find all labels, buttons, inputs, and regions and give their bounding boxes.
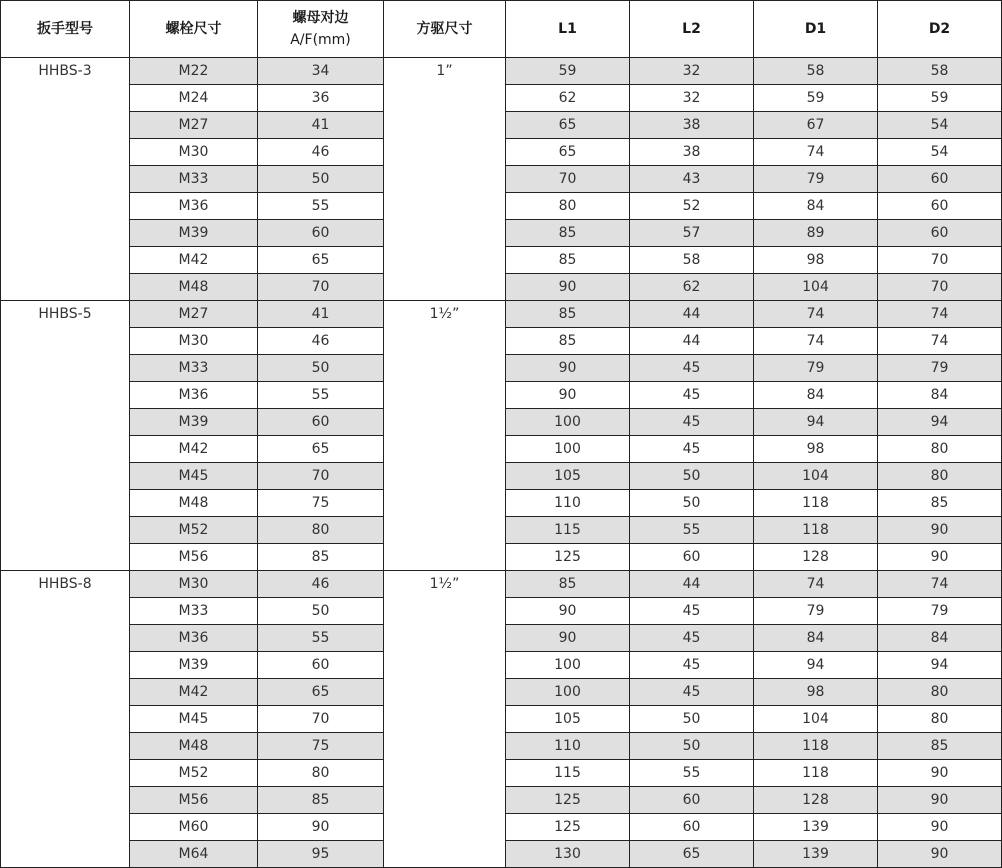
d1-cell: 139 — [754, 841, 878, 868]
nut-af-cell: 55 — [258, 625, 384, 652]
nut-af-cell: 55 — [258, 193, 384, 220]
header-bolt-size: 螺栓尺寸 — [130, 1, 258, 58]
d2-cell: 60 — [878, 166, 1002, 193]
d2-cell: 60 — [878, 220, 1002, 247]
d2-cell: 80 — [878, 706, 1002, 733]
nut-af-cell: 85 — [258, 544, 384, 571]
d2-cell: 90 — [878, 760, 1002, 787]
bolt-size-cell: M30 — [130, 571, 258, 598]
bolt-size-cell: M45 — [130, 463, 258, 490]
l2-cell: 44 — [630, 571, 754, 598]
d2-cell: 74 — [878, 301, 1002, 328]
d1-cell: 98 — [754, 247, 878, 274]
l1-cell: 62 — [506, 85, 630, 112]
nut-af-cell: 46 — [258, 328, 384, 355]
d2-cell: 74 — [878, 328, 1002, 355]
d1-cell: 118 — [754, 733, 878, 760]
l1-cell: 65 — [506, 112, 630, 139]
d1-cell: 104 — [754, 463, 878, 490]
d1-cell: 79 — [754, 355, 878, 382]
d1-cell: 84 — [754, 625, 878, 652]
l1-cell: 80 — [506, 193, 630, 220]
d1-cell: 104 — [754, 706, 878, 733]
l1-cell: 110 — [506, 490, 630, 517]
l2-cell: 60 — [630, 787, 754, 814]
bolt-size-cell: M56 — [130, 787, 258, 814]
header-square-drive: 方驱尺寸 — [384, 1, 506, 58]
bolt-size-cell: M39 — [130, 409, 258, 436]
l1-cell: 125 — [506, 787, 630, 814]
table-row — [1, 571, 1002, 598]
nut-af-cell: 50 — [258, 355, 384, 382]
d1-cell: 74 — [754, 301, 878, 328]
l1-cell: 85 — [506, 247, 630, 274]
l1-cell: 115 — [506, 517, 630, 544]
l2-cell: 38 — [630, 112, 754, 139]
l1-cell: 100 — [506, 409, 630, 436]
nut-af-cell: 41 — [258, 301, 384, 328]
nut-af-cell: 46 — [258, 571, 384, 598]
d1-cell: 79 — [754, 166, 878, 193]
d1-cell: 98 — [754, 436, 878, 463]
l2-cell: 45 — [630, 652, 754, 679]
model-cell: HHBS-8 — [1, 571, 130, 868]
nut-af-cell: 90 — [258, 814, 384, 841]
d1-cell: 128 — [754, 787, 878, 814]
nut-af-cell: 60 — [258, 652, 384, 679]
nut-af-cell: 50 — [258, 166, 384, 193]
bolt-size-cell: M33 — [130, 166, 258, 193]
nut-af-cell: 46 — [258, 139, 384, 166]
bolt-size-cell: M36 — [130, 193, 258, 220]
d2-cell: 90 — [878, 814, 1002, 841]
d1-cell: 118 — [754, 490, 878, 517]
bolt-size-cell: M52 — [130, 517, 258, 544]
nut-af-cell: 75 — [258, 733, 384, 760]
l2-cell: 65 — [630, 841, 754, 868]
bolt-size-cell: M42 — [130, 436, 258, 463]
nut-af-cell: 85 — [258, 787, 384, 814]
l2-cell: 44 — [630, 301, 754, 328]
d1-cell: 128 — [754, 544, 878, 571]
d1-cell: 84 — [754, 382, 878, 409]
l2-cell: 32 — [630, 85, 754, 112]
bolt-size-cell: M27 — [130, 112, 258, 139]
l1-cell: 65 — [506, 139, 630, 166]
bolt-size-cell: M33 — [130, 598, 258, 625]
l1-cell: 85 — [506, 220, 630, 247]
d1-cell: 58 — [754, 58, 878, 85]
l1-cell: 85 — [506, 301, 630, 328]
l1-cell: 110 — [506, 733, 630, 760]
l1-cell: 105 — [506, 463, 630, 490]
header-row — [1, 1, 1002, 58]
l1-cell: 90 — [506, 382, 630, 409]
d1-cell: 104 — [754, 274, 878, 301]
bolt-size-cell: M22 — [130, 58, 258, 85]
l2-cell: 45 — [630, 355, 754, 382]
bolt-size-cell: M56 — [130, 544, 258, 571]
d2-cell: 80 — [878, 463, 1002, 490]
l2-cell: 62 — [630, 274, 754, 301]
bolt-size-cell: M27 — [130, 301, 258, 328]
d1-cell: 118 — [754, 517, 878, 544]
d2-cell: 85 — [878, 733, 1002, 760]
d2-cell: 94 — [878, 409, 1002, 436]
d2-cell: 70 — [878, 274, 1002, 301]
bolt-size-cell: M33 — [130, 355, 258, 382]
d1-cell: 94 — [754, 409, 878, 436]
bolt-size-cell: M60 — [130, 814, 258, 841]
l1-cell: 100 — [506, 436, 630, 463]
l2-cell: 45 — [630, 679, 754, 706]
d2-cell: 84 — [878, 382, 1002, 409]
l2-cell: 45 — [630, 625, 754, 652]
d1-cell: 74 — [754, 571, 878, 598]
d1-cell: 89 — [754, 220, 878, 247]
d2-cell: 90 — [878, 787, 1002, 814]
nut-af-cell: 41 — [258, 112, 384, 139]
bolt-size-cell: M48 — [130, 733, 258, 760]
l2-cell: 50 — [630, 490, 754, 517]
square-drive-cell: 1½” — [384, 571, 506, 868]
d2-cell: 79 — [878, 355, 1002, 382]
nut-af-cell: 50 — [258, 598, 384, 625]
bolt-size-cell: M52 — [130, 760, 258, 787]
square-drive-cell: 1½” — [384, 301, 506, 571]
d2-cell: 60 — [878, 193, 1002, 220]
l2-cell: 43 — [630, 166, 754, 193]
bolt-size-cell: M45 — [130, 706, 258, 733]
l1-cell: 105 — [506, 706, 630, 733]
d2-cell: 80 — [878, 679, 1002, 706]
nut-af-cell: 65 — [258, 679, 384, 706]
header-d2: D2 — [878, 1, 1002, 58]
d2-cell: 90 — [878, 841, 1002, 868]
d1-cell: 94 — [754, 652, 878, 679]
table-row — [1, 301, 1002, 328]
table-header — [1, 1, 1002, 58]
bolt-size-cell: M48 — [130, 490, 258, 517]
d1-cell: 84 — [754, 193, 878, 220]
d1-cell: 67 — [754, 112, 878, 139]
l2-cell: 58 — [630, 247, 754, 274]
bolt-size-cell: M42 — [130, 679, 258, 706]
nut-af-cell: 70 — [258, 274, 384, 301]
l2-cell: 55 — [630, 517, 754, 544]
model-cell: HHBS-3 — [1, 58, 130, 301]
l1-cell: 130 — [506, 841, 630, 868]
bolt-size-cell: M39 — [130, 220, 258, 247]
l2-cell: 45 — [630, 409, 754, 436]
d1-cell: 98 — [754, 679, 878, 706]
d2-cell: 79 — [878, 598, 1002, 625]
l1-cell: 70 — [506, 166, 630, 193]
d1-cell: 74 — [754, 139, 878, 166]
nut-af-cell: 60 — [258, 220, 384, 247]
d2-cell: 84 — [878, 625, 1002, 652]
bolt-size-cell: M48 — [130, 274, 258, 301]
d2-cell: 59 — [878, 85, 1002, 112]
header-nut-af-line1: 螺母对边 — [292, 10, 349, 26]
d1-cell: 118 — [754, 760, 878, 787]
l2-cell: 32 — [630, 58, 754, 85]
nut-af-cell: 65 — [258, 247, 384, 274]
bolt-size-cell: M30 — [130, 328, 258, 355]
d2-cell: 90 — [878, 544, 1002, 571]
l1-cell: 59 — [506, 58, 630, 85]
l1-cell: 90 — [506, 274, 630, 301]
l2-cell: 50 — [630, 463, 754, 490]
bolt-size-cell: M39 — [130, 652, 258, 679]
header-l1: L1 — [506, 1, 630, 58]
nut-af-cell: 65 — [258, 436, 384, 463]
d2-cell: 54 — [878, 112, 1002, 139]
l2-cell: 38 — [630, 139, 754, 166]
nut-af-cell: 55 — [258, 382, 384, 409]
model-cell: HHBS-5 — [1, 301, 130, 571]
d2-cell: 94 — [878, 652, 1002, 679]
d1-cell: 74 — [754, 328, 878, 355]
nut-af-cell: 70 — [258, 463, 384, 490]
nut-af-cell: 80 — [258, 760, 384, 787]
l2-cell: 44 — [630, 328, 754, 355]
l1-cell: 90 — [506, 625, 630, 652]
d2-cell: 80 — [878, 436, 1002, 463]
l2-cell: 50 — [630, 706, 754, 733]
l1-cell: 100 — [506, 652, 630, 679]
l2-cell: 45 — [630, 382, 754, 409]
nut-af-cell: 36 — [258, 85, 384, 112]
header-l2: L2 — [630, 1, 754, 58]
nut-af-cell: 70 — [258, 706, 384, 733]
l1-cell: 90 — [506, 598, 630, 625]
bolt-size-cell: M36 — [130, 382, 258, 409]
header-d1: D1 — [754, 1, 878, 58]
d2-cell: 74 — [878, 571, 1002, 598]
l1-cell: 85 — [506, 328, 630, 355]
header-nut-af-line2: A/F(mm) — [290, 32, 351, 48]
header-nut-af — [258, 1, 384, 58]
d2-cell: 90 — [878, 517, 1002, 544]
nut-af-cell: 80 — [258, 517, 384, 544]
l2-cell: 50 — [630, 733, 754, 760]
d2-cell: 85 — [878, 490, 1002, 517]
l2-cell: 60 — [630, 814, 754, 841]
bolt-size-cell: M64 — [130, 841, 258, 868]
d1-cell: 139 — [754, 814, 878, 841]
l2-cell: 57 — [630, 220, 754, 247]
table-body — [1, 58, 1002, 868]
l1-cell: 125 — [506, 814, 630, 841]
bolt-size-cell: M30 — [130, 139, 258, 166]
nut-af-cell: 60 — [258, 409, 384, 436]
table-row — [1, 58, 1002, 85]
nut-af-cell: 75 — [258, 490, 384, 517]
header-model: 扳手型号 — [1, 1, 130, 58]
bolt-size-cell: M24 — [130, 85, 258, 112]
bolt-size-cell: M36 — [130, 625, 258, 652]
l1-cell: 100 — [506, 679, 630, 706]
l2-cell: 55 — [630, 760, 754, 787]
l2-cell: 45 — [630, 436, 754, 463]
l1-cell: 85 — [506, 571, 630, 598]
d1-cell: 59 — [754, 85, 878, 112]
nut-af-cell: 34 — [258, 58, 384, 85]
l2-cell: 60 — [630, 544, 754, 571]
l2-cell: 45 — [630, 598, 754, 625]
l1-cell: 125 — [506, 544, 630, 571]
nut-af-cell: 95 — [258, 841, 384, 868]
bolt-size-cell: M42 — [130, 247, 258, 274]
square-drive-cell: 1” — [384, 58, 506, 301]
d2-cell: 70 — [878, 247, 1002, 274]
d2-cell: 58 — [878, 58, 1002, 85]
l1-cell: 90 — [506, 355, 630, 382]
l2-cell: 52 — [630, 193, 754, 220]
d2-cell: 54 — [878, 139, 1002, 166]
d1-cell: 79 — [754, 598, 878, 625]
l1-cell: 115 — [506, 760, 630, 787]
